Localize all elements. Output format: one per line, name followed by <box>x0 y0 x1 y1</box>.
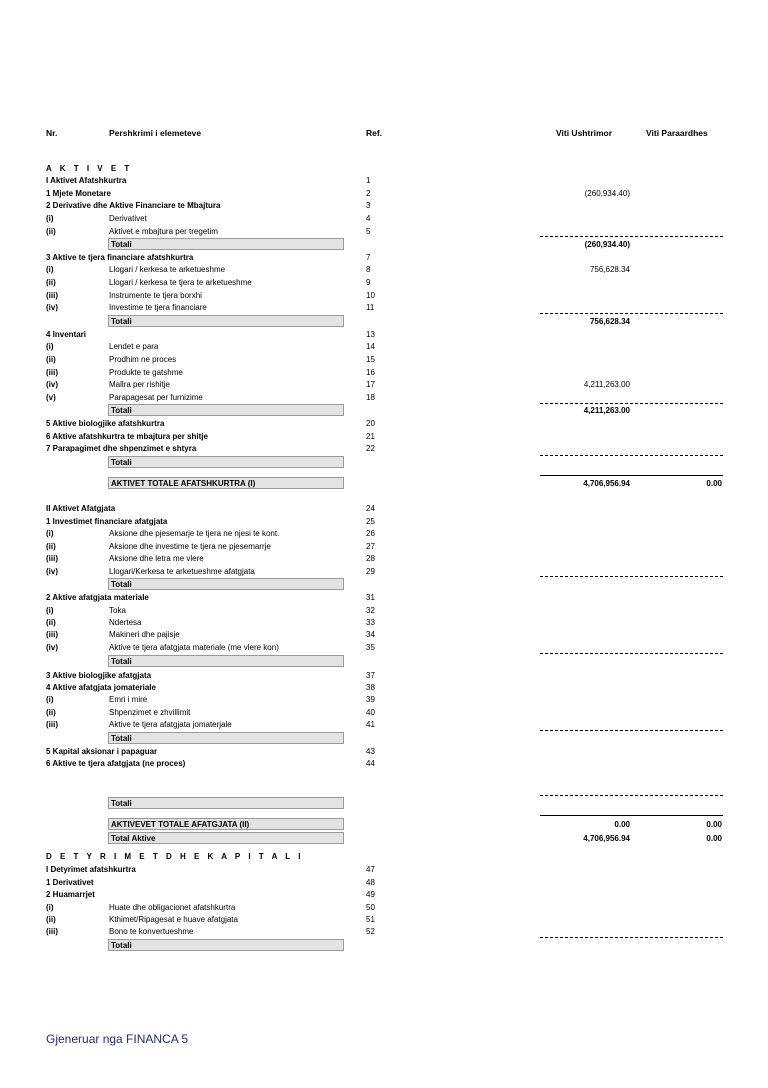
total-label: AKTIVEVET TOTALE AFATGJATA (II) <box>111 820 250 829</box>
table-row <box>0 200 768 212</box>
item-description: Mallra per rishitje <box>109 380 170 389</box>
item-description: Bono te konvertueshme <box>109 927 194 936</box>
table-row <box>0 877 768 889</box>
ref-number: 4 <box>366 214 371 223</box>
table-row <box>0 694 768 706</box>
header-ref: Ref. <box>366 128 383 138</box>
item-number: (ii) <box>46 542 56 551</box>
header-description: Pershkrimi i elemeteve <box>109 128 202 138</box>
item-number: (ii) <box>46 278 56 287</box>
group-title: I Aktivet Afatshkurtra <box>46 176 127 185</box>
ref-number: 20 <box>366 419 375 428</box>
table-row <box>0 239 768 251</box>
group-title: II Aktivet Afatgjata <box>46 504 116 513</box>
item-description: Makineri dhe pajisje <box>109 630 180 639</box>
ref-number: 41 <box>366 720 375 729</box>
group-title: 3 Aktive biologjike afatgjata <box>46 671 152 680</box>
ref-number: 51 <box>366 915 375 924</box>
header-current-year: Viti Ushtrimor <box>556 128 613 138</box>
group-title: 7 Parapagimet dhe shpenzimet e shtyra <box>46 444 197 453</box>
current-year-value: (260,934.40) <box>584 240 630 249</box>
item-number: (i) <box>46 214 54 223</box>
item-number: (ii) <box>46 355 56 364</box>
group-title: 2 Aktive afatgjata materiale <box>46 593 149 602</box>
ref-number: 3 <box>366 201 371 210</box>
table-row <box>0 798 768 810</box>
item-description: Huate dhe obligacionet afatshkurtra <box>109 903 236 912</box>
table-row <box>0 367 768 379</box>
item-description: Shpenzimet e zhvillimit <box>109 708 191 717</box>
dashed-separator <box>540 455 723 456</box>
table-row <box>0 516 768 528</box>
grand-total-box <box>108 818 344 830</box>
table-row <box>0 707 768 719</box>
solid-separator <box>540 815 723 816</box>
table-row <box>0 290 768 302</box>
table-row <box>0 252 768 264</box>
item-number: (iii) <box>46 554 58 563</box>
group-title: 3 Aktive te tjera financiare afatshkurtra <box>46 253 194 262</box>
table-row <box>0 617 768 629</box>
item-description: Emri i mire <box>109 695 148 704</box>
item-description: Aktive te tjera afatgjata jomaterjale <box>109 720 232 729</box>
table-row <box>0 733 768 745</box>
item-number: (v) <box>46 393 56 402</box>
total-label: Totali <box>111 240 132 249</box>
total-label: Totali <box>111 406 132 415</box>
ref-number: 1 <box>366 176 371 185</box>
subtotal-box <box>108 238 344 250</box>
table-row <box>0 889 768 901</box>
item-number: (ii) <box>46 915 56 924</box>
group-title: 6 Aktive afatshkurtra te mbajtura per shitje <box>46 432 208 441</box>
current-year-value: (260,934.40) <box>584 189 630 198</box>
header-previous-year: Viti Paraardhes <box>646 128 708 138</box>
group-title: 2 Huamarrjet <box>46 890 95 899</box>
current-year-value: 4,706,956.94 <box>583 479 630 488</box>
total-label: Totali <box>111 317 132 326</box>
ref-number: 28 <box>366 554 375 563</box>
table-row <box>0 670 768 682</box>
ref-number: 31 <box>366 593 375 602</box>
group-title: 1 Investimet financiare afatgjata <box>46 517 168 526</box>
subtotal-box <box>108 732 344 744</box>
ref-number: 38 <box>366 683 375 692</box>
current-year-value: 4,211,263.00 <box>583 406 630 415</box>
ref-number: 25 <box>366 517 375 526</box>
item-number: (iii) <box>46 291 58 300</box>
group-title: 4 Aktive afatgjata jomateriale <box>46 683 156 692</box>
dashed-separator <box>540 795 723 796</box>
footer-generated-by: Gjeneruar nga FINANCA 5 <box>46 1032 189 1046</box>
item-number: (iv) <box>46 380 58 389</box>
ref-number: 27 <box>366 542 375 551</box>
table-row <box>0 213 768 225</box>
item-number: (i) <box>46 695 54 704</box>
ref-number: 29 <box>366 567 375 576</box>
ref-number: 2 <box>366 189 371 198</box>
item-description: Aksione dhe pjesemarje te tjera ne njesi te kont. <box>109 529 280 538</box>
dashed-separator <box>540 937 723 938</box>
subtotal-box <box>108 939 344 951</box>
item-number: (i) <box>46 606 54 615</box>
subtotal-box <box>108 315 344 327</box>
dashed-separator <box>540 653 723 654</box>
ref-number: 7 <box>366 253 371 262</box>
item-description: Investime te tjera financiare <box>109 303 207 312</box>
item-description: Llogari / kerkesa te arketueshme <box>109 265 226 274</box>
group-title: 1 Mjete Monetare <box>46 189 111 198</box>
item-number: (iv) <box>46 567 58 576</box>
ref-number: 34 <box>366 630 375 639</box>
dashed-separator <box>540 313 723 314</box>
dashed-separator <box>540 576 723 577</box>
previous-year-value: 0.00 <box>706 820 722 829</box>
item-description: Llogari/Kerkesa te arketueshme afatgjata <box>109 567 255 576</box>
item-description: Aktivet e mbajtura per tregetim <box>109 227 218 236</box>
table-row <box>0 758 768 770</box>
item-number: (iii) <box>46 720 58 729</box>
table-row <box>0 864 768 876</box>
table-row <box>0 277 768 289</box>
item-description: Parapagesat per furnizime <box>109 393 203 402</box>
item-number: (i) <box>46 342 54 351</box>
ref-number: 9 <box>366 278 371 287</box>
previous-year-value: 0.00 <box>706 834 722 843</box>
item-number: (i) <box>46 903 54 912</box>
group-title: I Detyrimet afatshkurtra <box>46 865 136 874</box>
item-description: Kthimet/Ripagesat e huave afatgjata <box>109 915 238 924</box>
item-description: Produkte te gatshme <box>109 368 183 377</box>
table-row <box>0 579 768 591</box>
table-row <box>0 746 768 758</box>
item-description: Derivativet <box>109 214 147 223</box>
ref-number: 8 <box>366 265 371 274</box>
table-row <box>0 316 768 328</box>
table-row <box>0 819 768 831</box>
table-row <box>0 940 768 952</box>
ref-number: 40 <box>366 708 375 717</box>
ref-number: 48 <box>366 878 375 887</box>
table-row <box>0 405 768 417</box>
group-title: 2 Derivative dhe Aktive Financiare te Mbajtura <box>46 201 221 210</box>
item-description: Ndertesa <box>109 618 142 627</box>
current-year-value: 756,628.34 <box>589 265 630 274</box>
ref-number: 5 <box>366 227 371 236</box>
ref-number: 21 <box>366 432 375 441</box>
table-row <box>0 914 768 926</box>
ref-number: 26 <box>366 529 375 538</box>
table-row <box>0 341 768 353</box>
ref-number: 47 <box>366 865 375 874</box>
item-number: (iv) <box>46 303 58 312</box>
table-row <box>0 541 768 553</box>
subtotal-box <box>108 404 344 416</box>
table-row <box>0 443 768 455</box>
subtotal-box <box>108 578 344 590</box>
table-row <box>0 354 768 366</box>
subtotal-box <box>108 797 344 809</box>
ref-number: 52 <box>366 927 375 936</box>
total-label: AKTIVET TOTALE AFATSHKURTRA (I) <box>111 479 256 488</box>
ref-number: 35 <box>366 643 375 652</box>
ref-number: 24 <box>366 504 375 513</box>
header-nr: Nr. <box>46 128 58 138</box>
ref-number: 15 <box>366 355 375 364</box>
table-row <box>0 503 768 515</box>
table-row <box>0 379 768 391</box>
subtotal-box <box>108 655 344 667</box>
current-year-value: 0.00 <box>614 820 630 829</box>
table-row <box>0 264 768 276</box>
table-row <box>0 457 768 469</box>
section-title: A K T I V E T <box>46 164 133 173</box>
section-title: D E T Y R I M E T D H E K A P I T A L I <box>46 852 304 861</box>
total-label: Total Aktive <box>111 834 156 843</box>
item-number: (i) <box>46 529 54 538</box>
total-label: Totali <box>111 941 132 950</box>
ref-number: 43 <box>366 747 375 756</box>
group-title: 1 Derivativet <box>46 878 94 887</box>
item-number: (iii) <box>46 927 58 936</box>
item-description: Llogari / kerkesa te tjera te arketueshme <box>109 278 252 287</box>
item-number: (ii) <box>46 618 56 627</box>
group-title: 5 Kapital aksionar i papaguar <box>46 747 158 756</box>
item-description: Toka <box>109 606 126 615</box>
table-row <box>0 682 768 694</box>
current-year-value: 756,628.34 <box>589 317 630 326</box>
item-number: (ii) <box>46 708 56 717</box>
current-year-value: 4,706,956.94 <box>583 834 630 843</box>
previous-year-value: 0.00 <box>706 479 722 488</box>
total-label: Totali <box>111 799 132 808</box>
dashed-separator <box>540 403 723 404</box>
ref-number: 11 <box>366 303 375 312</box>
item-number: (iii) <box>46 630 58 639</box>
current-year-value: 4,211,263.00 <box>583 380 630 389</box>
table-row <box>0 629 768 641</box>
total-label: Totali <box>111 580 132 589</box>
ref-number: 32 <box>366 606 375 615</box>
ref-number: 22 <box>366 444 375 453</box>
item-number: (iii) <box>46 368 58 377</box>
total-label: Totali <box>111 458 132 467</box>
table-row <box>0 851 768 863</box>
ref-number: 18 <box>366 393 375 402</box>
table-row <box>0 163 768 175</box>
table-row <box>0 902 768 914</box>
solid-separator <box>540 475 723 476</box>
item-description: Aksione dhe investime te tjera ne pjesemarrje <box>109 542 271 551</box>
group-title: 6 Aktive te tjera afatgjata (ne proces) <box>46 759 186 768</box>
item-description: Aktive te tjera afatgjata materiale (me vlere kon) <box>109 643 279 652</box>
dashed-separator <box>540 236 723 237</box>
table-row <box>0 188 768 200</box>
table-row <box>0 553 768 565</box>
item-description: Lendet e para <box>109 342 159 351</box>
grand-total-box <box>108 477 344 489</box>
table-row <box>0 528 768 540</box>
table-row <box>0 833 768 845</box>
ref-number: 13 <box>366 330 375 339</box>
ref-number: 10 <box>366 291 375 300</box>
subtotal-box <box>108 456 344 468</box>
item-description: Aksione dhe letra me vlere <box>109 554 204 563</box>
table-row <box>0 592 768 604</box>
item-number: (i) <box>46 265 54 274</box>
total-label: Totali <box>111 734 132 743</box>
grand-total-box <box>108 832 344 844</box>
ref-number: 44 <box>366 759 375 768</box>
table-row <box>0 431 768 443</box>
group-title: 4 Inventari <box>46 330 87 339</box>
item-description: Prodhim ne proces <box>109 355 177 364</box>
total-label: Totali <box>111 657 132 666</box>
ref-number: 39 <box>366 695 375 704</box>
table-row <box>0 175 768 187</box>
item-number: (ii) <box>46 227 56 236</box>
table-row <box>0 605 768 617</box>
ref-number: 17 <box>366 380 375 389</box>
item-number: (iv) <box>46 643 58 652</box>
ref-number: 50 <box>366 903 375 912</box>
ref-number: 37 <box>366 671 375 680</box>
dashed-separator <box>540 730 723 731</box>
table-row <box>0 329 768 341</box>
table-row <box>0 418 768 430</box>
ref-number: 49 <box>366 890 375 899</box>
ref-number: 14 <box>366 342 375 351</box>
table-row <box>0 478 768 490</box>
ref-number: 33 <box>366 618 375 627</box>
item-description: Instrumente te tjera borxhi <box>109 291 202 300</box>
table-row <box>0 656 768 668</box>
group-title: 5 Aktive biologjike afatshkurtra <box>46 419 165 428</box>
ref-number: 16 <box>366 368 375 377</box>
